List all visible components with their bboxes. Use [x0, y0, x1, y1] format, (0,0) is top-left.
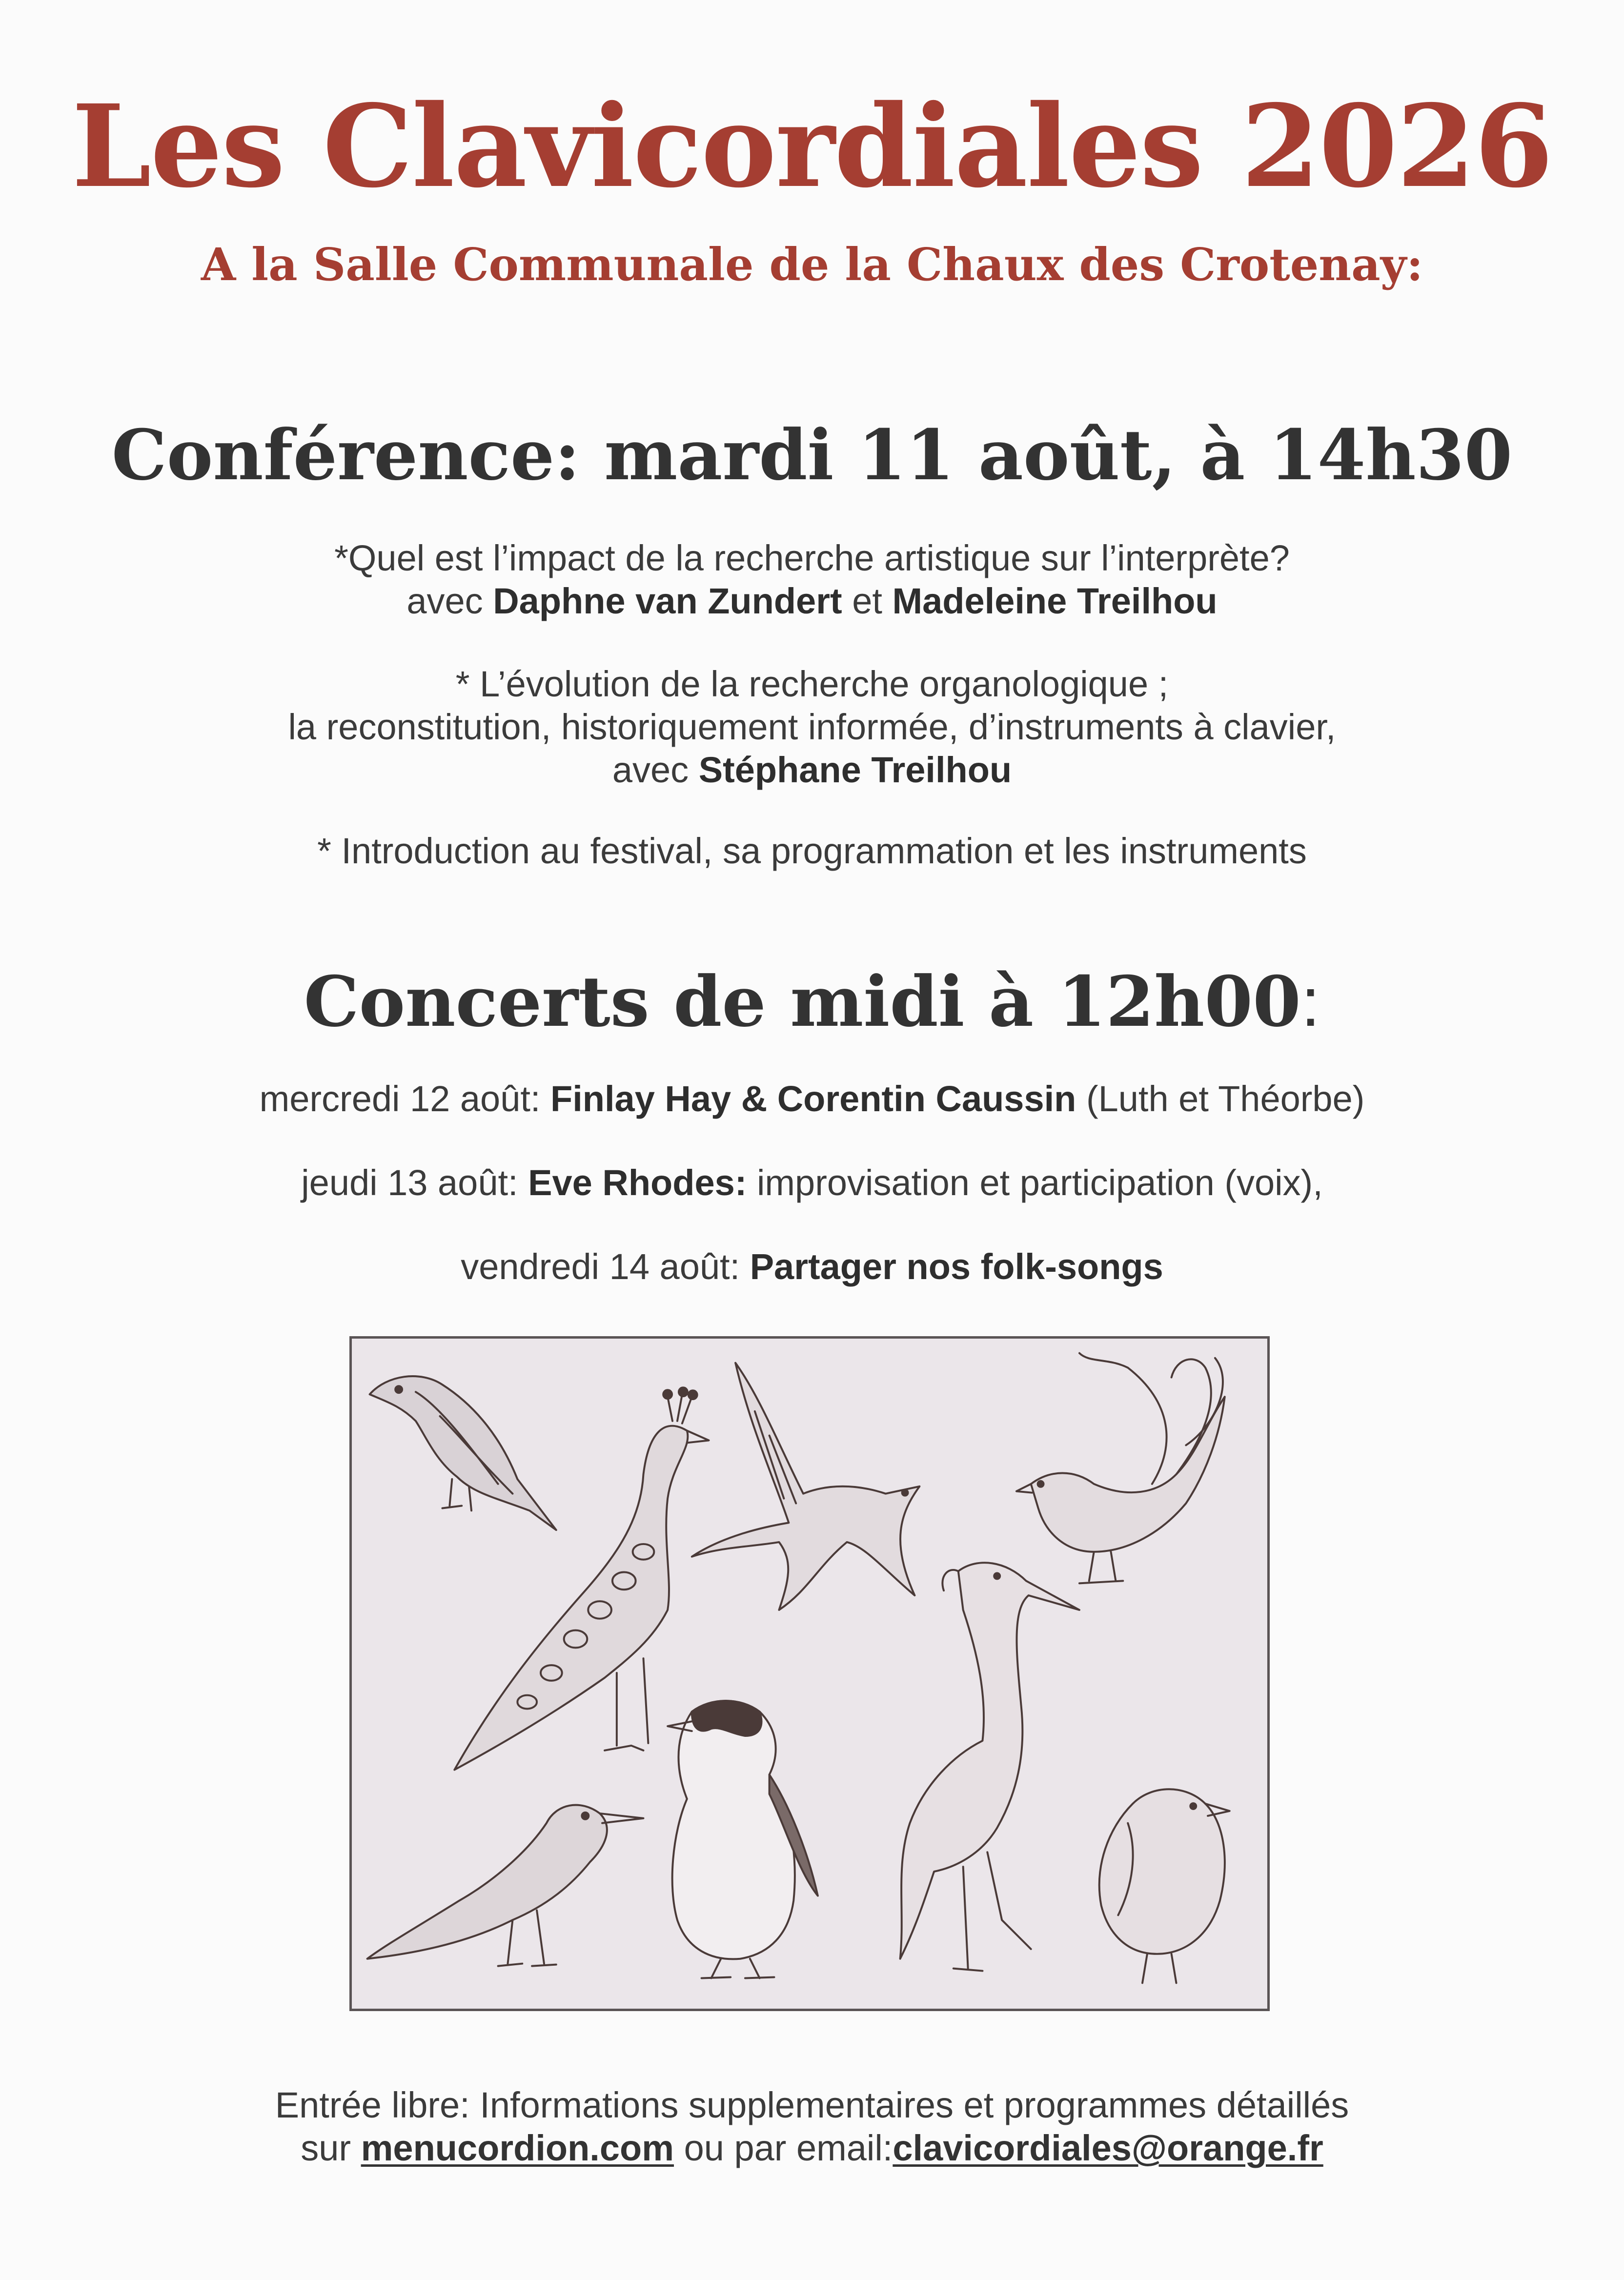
magpie-drawing	[367, 1805, 644, 1966]
email-link[interactable]: clavicordiales@orange.fr	[893, 2128, 1323, 2168]
topic-2-speaker-line	[0, 749, 1624, 792]
flying-bird-drawing	[692, 1363, 920, 1610]
concert-detail: (Luth et Théorbe)	[1086, 1079, 1365, 1119]
conference-topic-1	[0, 537, 1624, 623]
concert-item	[0, 1078, 1624, 1120]
topic-1-question: *Quel est l’impact de la recherche artistique sur l’interprète?	[334, 538, 1290, 578]
footer-line-2	[0, 2127, 1624, 2170]
with-label: avec	[406, 581, 483, 621]
concert-performer: Finlay Hay & Corentin Caussin	[550, 1079, 1076, 1119]
footer	[0, 2084, 1624, 2170]
concert-item	[0, 1245, 1624, 1288]
with-label: avec	[612, 750, 689, 790]
topic-2-line-2: la reconstitution, historiquement informée, d’instruments à clavier,	[288, 707, 1336, 747]
crow-drawing	[370, 1376, 556, 1530]
conference-topic-2	[0, 663, 1624, 792]
concerts-heading-colon: :	[1300, 963, 1320, 1041]
footer-mid: ou par email:	[684, 2128, 893, 2168]
pheasant-drawing	[1016, 1353, 1225, 1584]
speaker-stephane: Stéphane Treilhou	[698, 750, 1012, 790]
poster-title: Les Clavicordiales 2026	[72, 80, 1552, 213]
concert-day: jeudi 13 août:	[301, 1162, 518, 1203]
concerts-heading-text: Concerts de midi à 12h00	[304, 961, 1301, 1042]
heron-drawing	[900, 1563, 1079, 1971]
website-link[interactable]: menucordion.com	[361, 2128, 674, 2168]
concert-performer: Partager nos folk-songs	[750, 1246, 1163, 1287]
sparrow-drawing	[1099, 1789, 1230, 1983]
bird-illustration	[349, 1336, 1270, 2011]
concert-day: vendredi 14 août:	[461, 1246, 740, 1287]
topic-2-line-1: * L’évolution de la recherche organologique ;	[455, 664, 1169, 704]
speaker-daphne: Daphne van Zundert	[493, 581, 842, 621]
concert-item	[0, 1161, 1624, 1204]
footer-line-1: Entrée libre: Informations supplementaires et programmes détaillés	[275, 2085, 1349, 2125]
speaker-madeleine: Madeleine Treilhou	[892, 581, 1218, 621]
venue-subtitle: A la Salle Communale de la Chaux des Crotenay:	[201, 238, 1423, 291]
penguin-drawing	[668, 1701, 818, 1978]
footer-prefix: sur	[301, 2128, 351, 2168]
conference-heading: Conférence: mardi 11 août, à 14h30	[111, 415, 1513, 496]
concert-detail: improvisation et participation (voix),	[756, 1162, 1323, 1203]
concert-day: mercredi 12 août:	[259, 1079, 541, 1119]
and-label: et	[852, 581, 882, 621]
topic-1-speakers	[0, 580, 1624, 623]
concert-performer: Eve Rhodes:	[528, 1162, 747, 1203]
concerts-heading	[0, 956, 1624, 1049]
conference-topic-3: * Introduction au festival, sa programmation et les instruments	[317, 831, 1307, 871]
